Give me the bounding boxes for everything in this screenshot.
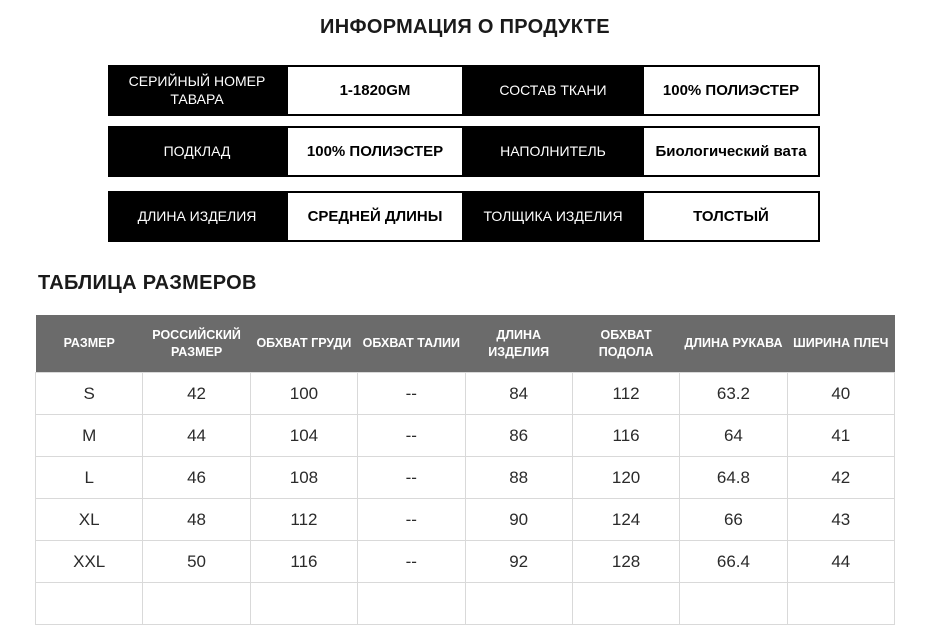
table-row — [36, 415, 895, 457]
table-cell — [787, 583, 894, 625]
table-cell: 44 — [787, 541, 894, 583]
table-cell: 112 — [572, 373, 679, 415]
product-info-row — [108, 126, 820, 177]
table-cell: 90 — [465, 499, 572, 541]
table-cell — [36, 583, 143, 625]
product-info-row — [108, 191, 820, 242]
table-cell: 50 — [143, 541, 250, 583]
table-row — [36, 541, 895, 583]
table-cell — [680, 583, 787, 625]
table-row — [36, 457, 895, 499]
column-header: ОБХВАТ ТАЛИИ — [358, 315, 465, 373]
table-cell: 116 — [572, 415, 679, 457]
table-cell: 64.8 — [680, 457, 787, 499]
info-label-serial-number: СЕРИЙНЫЙ НОМЕР ТАВАРА — [108, 65, 286, 116]
info-value-lining: 100% ПОЛИЭСТЕР — [286, 126, 464, 177]
info-label-thickness: ТОЛЩИКА ИЗДЕЛИЯ — [464, 191, 642, 242]
table-cell: 84 — [465, 373, 572, 415]
product-info-grid — [108, 65, 820, 242]
table-cell: 42 — [787, 457, 894, 499]
table-cell: 112 — [250, 499, 357, 541]
info-value-fabric-composition: 100% ПОЛИЭСТЕР — [642, 65, 820, 116]
table-cell: XL — [36, 499, 143, 541]
info-value-item-length: СРЕДНЕЙ ДЛИНЫ — [286, 191, 464, 242]
table-row — [36, 373, 895, 415]
table-row — [36, 583, 895, 625]
page-title: ИНФОРМАЦИЯ О ПРОДУКТЕ — [320, 16, 610, 38]
table-cell: 108 — [250, 457, 357, 499]
table-cell: 100 — [250, 373, 357, 415]
table-cell: -- — [358, 373, 465, 415]
size-table-head — [36, 315, 895, 373]
table-cell: 116 — [250, 541, 357, 583]
table-cell: 66 — [680, 499, 787, 541]
column-header: ОБХВАТ ГРУДИ — [250, 315, 357, 373]
table-cell: 88 — [465, 457, 572, 499]
table-cell: -- — [358, 499, 465, 541]
size-table-body — [36, 373, 895, 625]
table-cell: 46 — [143, 457, 250, 499]
table-row — [36, 499, 895, 541]
table-cell: XXL — [36, 541, 143, 583]
size-table — [35, 315, 895, 625]
table-cell: 124 — [572, 499, 679, 541]
column-header: РОССИЙСКИЙ РАЗМЕР — [143, 315, 250, 373]
column-header: ОБХВАТ ПОДОЛА — [572, 315, 679, 373]
table-cell: -- — [358, 541, 465, 583]
info-label-lining: ПОДКЛАД — [108, 126, 286, 177]
table-cell — [250, 583, 357, 625]
table-cell: M — [36, 415, 143, 457]
info-value-thickness: ТОЛСТЫЙ — [642, 191, 820, 242]
column-header: ДЛИНА ИЗДЕЛИЯ — [465, 315, 572, 373]
info-value-serial-number: 1-1820GM — [286, 65, 464, 116]
table-cell: 66.4 — [680, 541, 787, 583]
product-info-row — [108, 65, 820, 116]
table-cell — [358, 583, 465, 625]
table-cell: 42 — [143, 373, 250, 415]
table-cell: -- — [358, 457, 465, 499]
table-cell: 128 — [572, 541, 679, 583]
table-cell — [465, 583, 572, 625]
table-cell: 120 — [572, 457, 679, 499]
table-cell: 64 — [680, 415, 787, 457]
size-table-title: ТАБЛИЦА РАЗМЕРОВ — [38, 272, 257, 294]
table-cell: 41 — [787, 415, 894, 457]
table-cell: 48 — [143, 499, 250, 541]
column-header: ШИРИНА ПЛЕЧ — [787, 315, 894, 373]
table-cell: 86 — [465, 415, 572, 457]
table-cell: S — [36, 373, 143, 415]
table-cell: 43 — [787, 499, 894, 541]
info-value-filler: Биологический вата — [642, 126, 820, 177]
table-cell: 63.2 — [680, 373, 787, 415]
size-table-header-row — [36, 315, 895, 373]
table-cell: 44 — [143, 415, 250, 457]
table-cell — [143, 583, 250, 625]
table-cell: 92 — [465, 541, 572, 583]
table-cell: L — [36, 457, 143, 499]
table-cell: 40 — [787, 373, 894, 415]
info-label-filler: НАПОЛНИТЕЛЬ — [464, 126, 642, 177]
table-cell: 104 — [250, 415, 357, 457]
table-cell — [572, 583, 679, 625]
column-header: ДЛИНА РУКАВА — [680, 315, 787, 373]
info-label-fabric-composition: СОСТАВ ТКАНИ — [464, 65, 642, 116]
column-header: РАЗМЕР — [36, 315, 143, 373]
info-label-item-length: ДЛИНА ИЗДЕЛИЯ — [108, 191, 286, 242]
table-cell: -- — [358, 415, 465, 457]
